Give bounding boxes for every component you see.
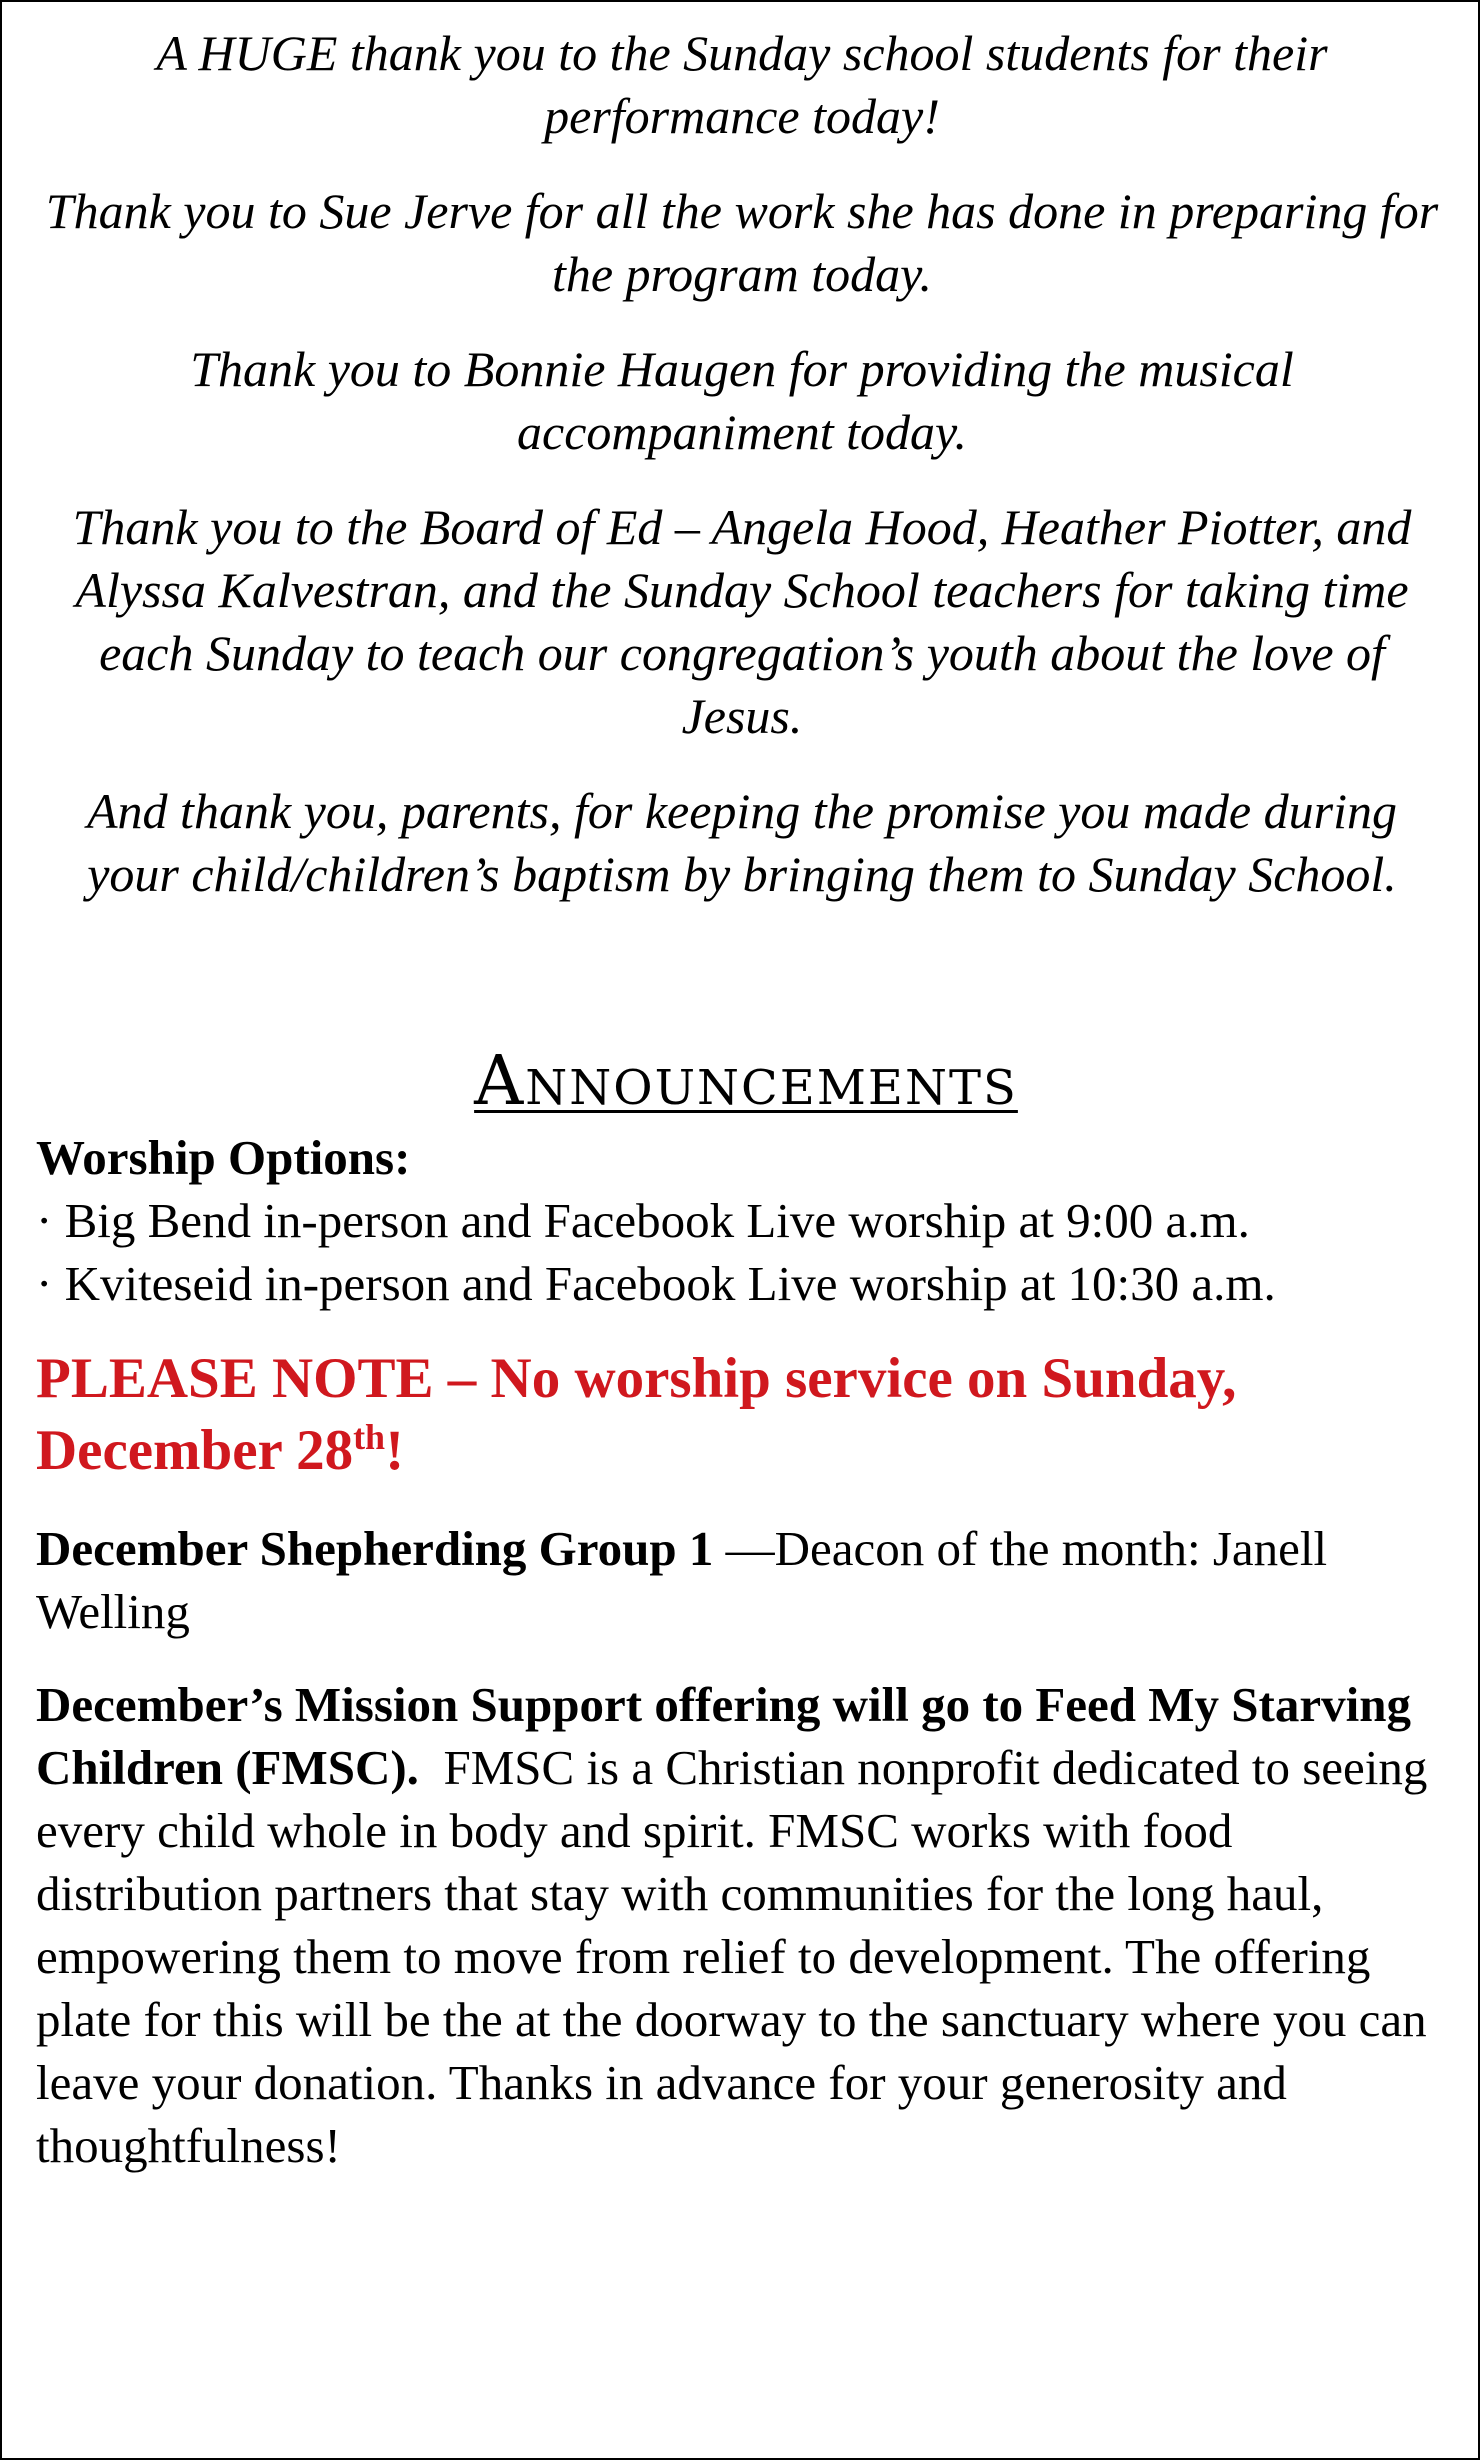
shepherding-group-deacon: —Deacon of the month: Janell Welling xyxy=(36,1521,1328,1639)
thank-you-bonnie-haugen: Thank you to Bonnie Haugen for providing the musical accompaniment today. xyxy=(190,341,1294,460)
announcements-section xyxy=(36,1042,1456,2207)
thank-you-parents: And thank you, parents, for keeping the promise you made during your child/children’s baptism by bringing them to Sunday School. xyxy=(87,783,1397,902)
worship-options xyxy=(36,1126,1456,1315)
thank-you-students: A HUGE thank you to the Sunday school students for their performance today! xyxy=(156,25,1328,144)
thank-you-board-of-ed: Thank you to the Board of Ed – Angela Hood, Heather Piotter, and Alyssa Kalvestran, and the Sunday School teachers for taking time each Sunday to teach our congregation’s youth about the love of Jesus. xyxy=(72,499,1412,744)
mission-support xyxy=(36,1673,1456,2177)
thank-you-section xyxy=(42,22,1442,938)
shepherding-group-title: December Shepherding Group 1 xyxy=(36,1521,714,1576)
please-note-ordinal: th xyxy=(353,1417,386,1457)
mission-support-title: December’s Mission Support offering will go to Feed My Starving Children (FMSC). xyxy=(36,1677,1411,1795)
worship-option-big-bend: · Big Bend in-person and Facebook Live worship at 9:00 a.m. xyxy=(36,1193,1250,1248)
thank-you-sue-jerve: Thank you to Sue Jerve for all the work she has done in preparing for the program today. xyxy=(45,183,1439,302)
worship-options-title: Worship Options: xyxy=(36,1130,411,1185)
announcements-heading: Announcements xyxy=(474,1042,1018,1121)
shepherding-group xyxy=(36,1517,1456,1643)
please-note-alert xyxy=(36,1343,1456,1487)
worship-option-kviteseid: · Kviteseid in-person and Facebook Live worship at 10:30 a.m. xyxy=(36,1256,1276,1311)
please-note-text: PLEASE NOTE – No worship service on Sunday, December 28 xyxy=(36,1347,1237,1482)
please-note-end: ! xyxy=(385,1419,405,1482)
mission-support-description: FMSC is a Christian nonprofit dedicated to seeing every child whole in body and spirit. FMSC works with food distribution partners that stay with communities for the long haul, empowering them to move from relief to development. The offering plate for this will be the at the doorway to the sanctuary where you can leave your donation. Thanks in advance for your generosity and thoughtfulness! xyxy=(36,1740,1440,2173)
